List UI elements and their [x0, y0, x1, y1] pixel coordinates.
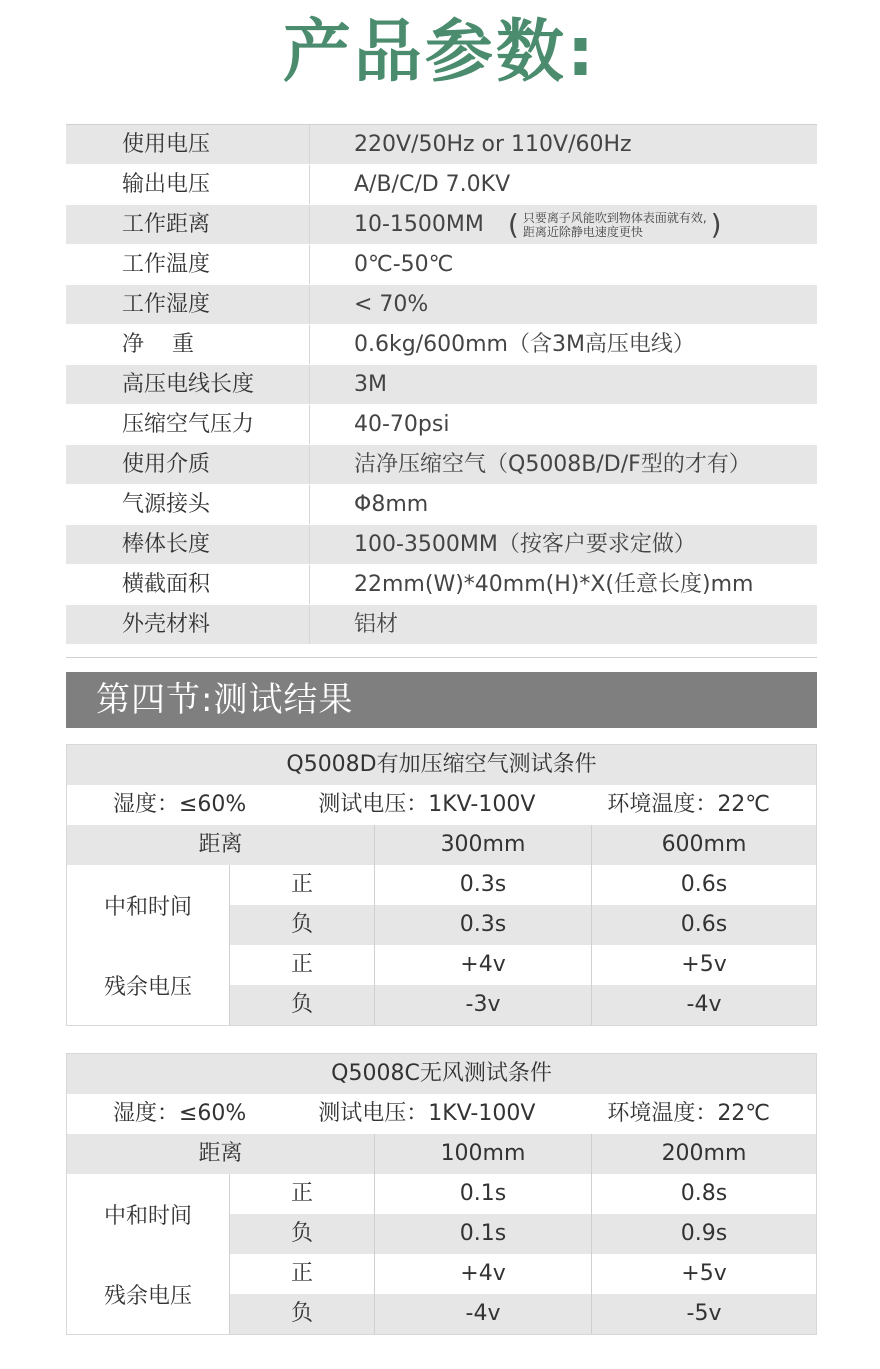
spec-row: [66, 245, 817, 285]
neutralization-group: [67, 1174, 816, 1254]
table-row: [230, 1294, 816, 1334]
polarity-label: 正: [230, 865, 375, 905]
group-label: 残余电压: [67, 1254, 230, 1334]
spec-value: A/B/C/D 7.0KV: [354, 171, 511, 197]
spec-row: [66, 405, 817, 445]
polarity-label: 负: [230, 1294, 375, 1334]
value-cell: 0.8s: [680, 1181, 728, 1206]
distance-label: 距离: [67, 825, 375, 865]
table-row: [230, 1254, 816, 1294]
spec-key: 工作湿度: [66, 285, 310, 324]
value-cell: -3v: [375, 985, 592, 1025]
spec-value: 22mm(W)*40mm(H)*X(任意长度)mm: [354, 571, 754, 597]
spec-value: 40-70psi: [354, 411, 450, 437]
note-close-paren: ): [710, 207, 722, 241]
value-cell: +5v: [681, 1261, 727, 1286]
spec-value: 220V/50Hz or 110V/60Hz: [354, 131, 632, 157]
spec-key: 高压电线长度: [66, 365, 310, 404]
spec-key: 工作温度: [66, 245, 310, 284]
polarity-label: 负: [230, 905, 375, 945]
spec-value: 100-3500MM（按客户要求定做）: [354, 531, 696, 557]
distance-header-row: [67, 1134, 816, 1174]
voltage-condition: 测试电压：1KV-100V: [318, 1101, 536, 1126]
voltage-condition: 测试电压：1KV-100V: [318, 792, 536, 817]
test-caption: Q5008D有加压缩空气测试条件: [67, 745, 816, 785]
table-row: [230, 1214, 816, 1254]
polarity-label: 负: [230, 985, 375, 1025]
group-label: 残余电压: [67, 945, 230, 1025]
distance-a: 300mm: [375, 825, 592, 865]
humidity-condition: 湿度：≤60%: [112, 792, 247, 817]
test-caption: Q5008C无风测试条件: [67, 1054, 816, 1094]
spec-value: < 70%: [354, 291, 429, 317]
value-cell: 0.3s: [375, 905, 592, 945]
value-cell: 0.6s: [680, 872, 728, 897]
neutralization-group: [67, 865, 816, 945]
spec-key: 工作距离: [66, 205, 310, 244]
spec-value: 0.6kg/600mm（含3M高压电线）: [354, 331, 695, 357]
spec-key: 净 重: [66, 325, 310, 364]
page-title: 产品参数:: [282, 13, 598, 92]
spec-row: [66, 485, 817, 525]
value-cell: 0.9s: [680, 1221, 728, 1246]
value-cell: -4v: [686, 992, 722, 1017]
spec-value: 0℃-50℃: [354, 251, 454, 277]
temperature-condition: 环境温度：22℃: [607, 792, 771, 817]
value-cell: 0.3s: [375, 865, 592, 905]
section-heading: 第四节:测试结果: [66, 672, 817, 728]
spec-row: [66, 205, 817, 245]
temperature-condition: 环境温度：22℃: [607, 1101, 771, 1126]
spec-row: [66, 605, 817, 645]
polarity-label: 负: [230, 1214, 375, 1254]
spec-key: 使用电压: [66, 125, 310, 164]
spec-value: Φ8mm: [354, 491, 429, 517]
value-cell: +4v: [375, 1254, 592, 1294]
note-line-2: 距离近除静电速度更快: [522, 224, 643, 239]
value-cell: +4v: [375, 945, 592, 985]
spec-value: 铝材: [354, 611, 399, 637]
table-row: [230, 1174, 816, 1214]
distance-a: 100mm: [375, 1134, 592, 1174]
group-label: 中和时间: [67, 865, 230, 945]
spec-table: [66, 124, 817, 645]
spec-row: [66, 365, 817, 405]
spec-row: [66, 285, 817, 325]
table-row: [230, 905, 816, 945]
polarity-label: 正: [230, 1254, 375, 1294]
value-cell: +5v: [681, 952, 727, 977]
humidity-condition: 湿度：≤60%: [112, 1101, 247, 1126]
note-open-paren: (: [507, 207, 519, 241]
residual-voltage-group: [67, 1254, 816, 1334]
test-conditions: [67, 1094, 816, 1134]
spec-note: [507, 207, 722, 241]
polarity-label: 正: [230, 945, 375, 985]
spec-key: 外壳材料: [66, 605, 310, 644]
spec-row: [66, 125, 817, 165]
spec-key: 横截面积: [66, 565, 310, 604]
spec-key: 压缩空气压力: [66, 405, 310, 444]
value-cell: 0.6s: [680, 912, 728, 937]
value-cell: -5v: [686, 1301, 722, 1326]
residual-voltage-group: [67, 945, 816, 1025]
spec-key: 棒体长度: [66, 525, 310, 564]
distance-b: 200mm: [661, 1141, 747, 1166]
note-line-1: 只要离子风能吹到物体表面就有效,: [522, 210, 707, 225]
distance-header-row: [67, 825, 816, 865]
test-conditions: [67, 785, 816, 825]
spec-value: 洁净压缩空气（Q5008B/D/F型的才有）: [354, 451, 751, 477]
table-row: [230, 865, 816, 905]
group-label: 中和时间: [67, 1174, 230, 1254]
spec-value: [310, 205, 817, 244]
value-cell: 0.1s: [375, 1214, 592, 1254]
spec-key: 输出电压: [66, 165, 310, 204]
polarity-label: 正: [230, 1174, 375, 1214]
spec-row: [66, 445, 817, 485]
test-table-2: [66, 1053, 817, 1335]
test-table-1: [66, 744, 817, 1026]
spec-value-text: 10-1500MM: [354, 211, 484, 237]
spec-divider: [66, 657, 817, 658]
spec-row: [66, 525, 817, 565]
value-cell: -4v: [375, 1294, 592, 1334]
spec-row: [66, 565, 817, 605]
value-cell: 0.1s: [375, 1174, 592, 1214]
spec-key: 气源接头: [66, 485, 310, 524]
table-row: [230, 945, 816, 985]
spec-key: 使用介质: [66, 445, 310, 484]
distance-b: 600mm: [661, 832, 747, 857]
spec-row: [66, 165, 817, 205]
spec-value: 3M: [354, 371, 387, 397]
distance-label: 距离: [67, 1134, 375, 1174]
spec-row: [66, 325, 817, 365]
table-row: [230, 985, 816, 1025]
